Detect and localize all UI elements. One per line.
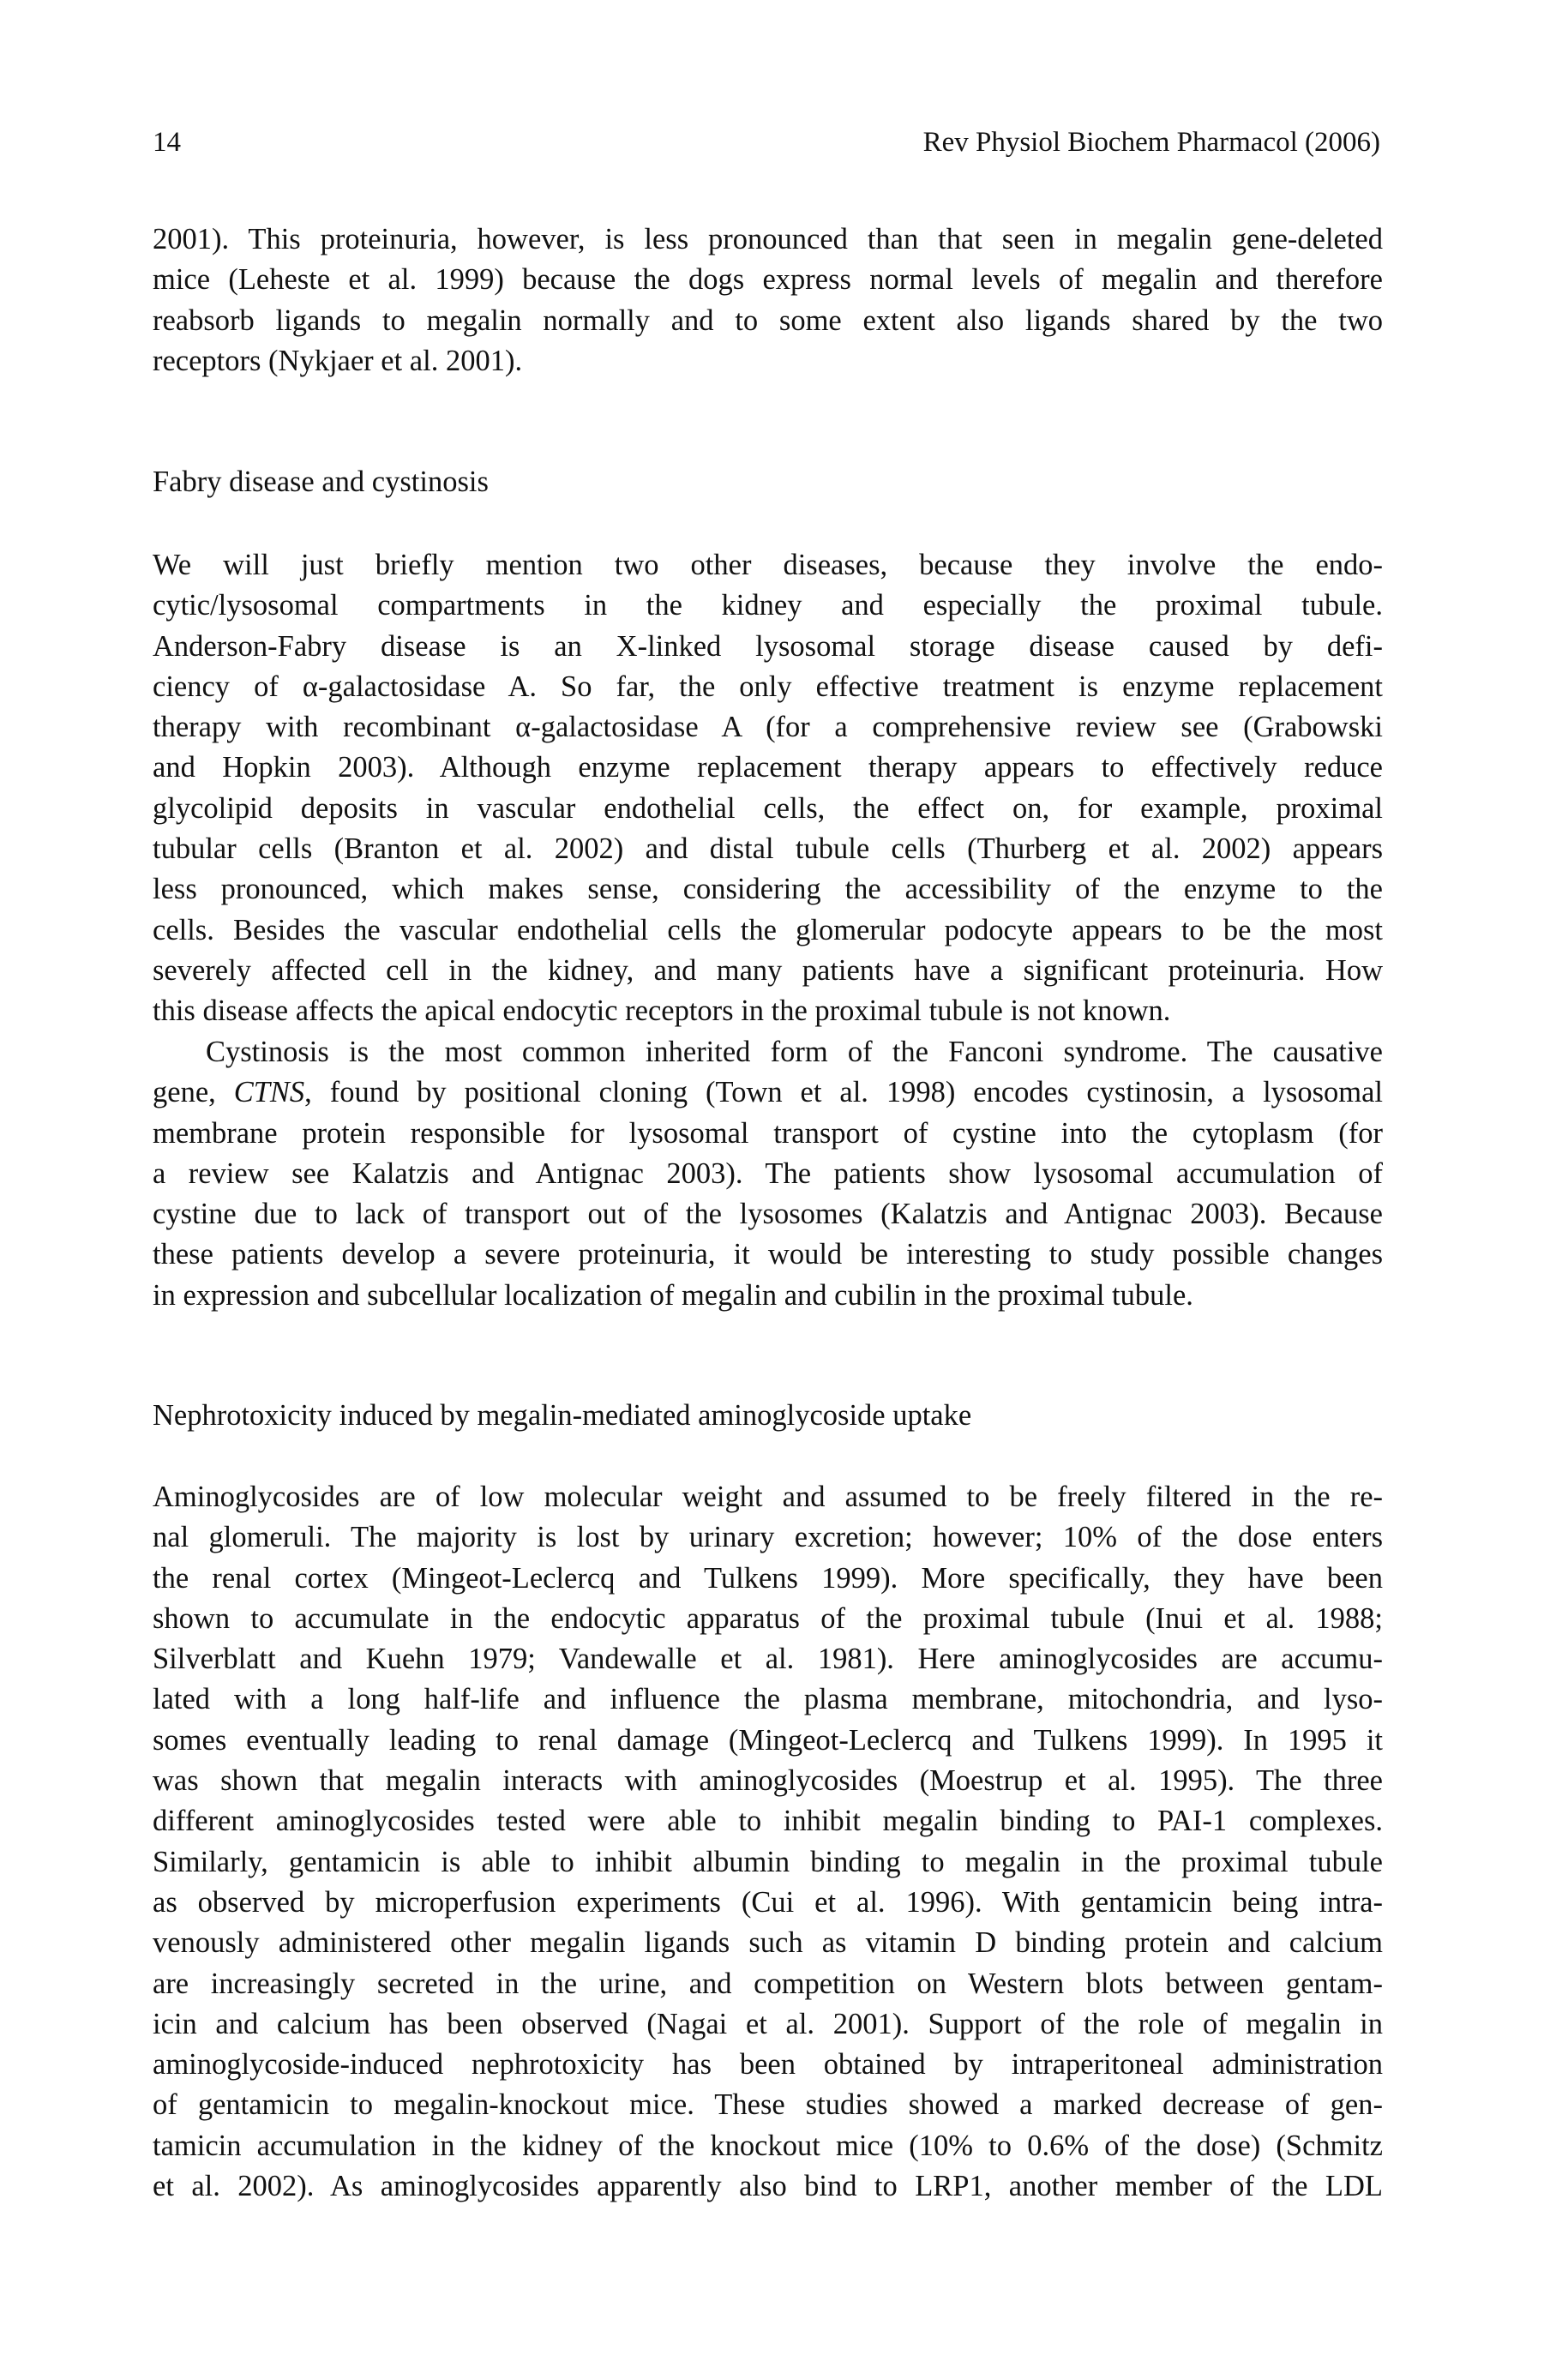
running-header bbox=[153, 125, 1380, 159]
text-line: tubular cells (Branton et al. 2002) and distal tubule cells (Thurberg et al. 2002) appears bbox=[153, 832, 1383, 866]
text-line: membrane protein responsible for lysosomal transport of cystine into the cytoplasm (for bbox=[153, 1116, 1383, 1150]
text-line: severely affected cell in the kidney, and many patients have a significant proteinuria. How bbox=[153, 953, 1383, 987]
text-line: Cystinosis is the most common inherited form of the Fanconi syndrome. The causative bbox=[206, 1036, 1383, 1068]
text-line: Anderson-Fabry disease is an X-linked lysosomal storage disease caused by defi- bbox=[153, 629, 1383, 663]
paragraph-aminoglycosides bbox=[153, 1477, 1383, 2207]
text-line: somes eventually leading to renal damage (Mingeot-Leclercq and Tulkens 1999). In 1995 it bbox=[153, 1723, 1383, 1757]
text-line: these patients develop a severe proteinuria, it would be interesting to study possible changes bbox=[153, 1238, 1383, 1271]
text-line: less pronounced, which makes sense, considering the accessibility of the enzyme to the bbox=[153, 873, 1383, 906]
text-line: was shown that megalin interacts with aminoglycosides (Moestrup et al. 1995). The three bbox=[153, 1764, 1383, 1798]
text-line: are increasingly secreted in the urine, and competition on Western blots between gentam- bbox=[153, 1967, 1383, 2000]
text-line: the renal cortex (Mingeot-Leclercq and Tulkens 1999). More specifically, they have been bbox=[153, 1561, 1383, 1595]
text-line: Aminoglycosides are of low molecular weight and assumed to be freely filtered in the re- bbox=[153, 1481, 1383, 1513]
text-line: and Hopkin 2003). Although enzyme replacement therapy appears to effectively reduce bbox=[153, 751, 1383, 784]
text-line: receptors (Nykjaer et al. 2001). bbox=[153, 344, 523, 377]
text-line: in expression and subcellular localization of megalin and cubilin in the proximal tubule. bbox=[153, 1278, 1193, 1312]
section-heading-fabry-cystinosis: Fabry disease and cystinosis bbox=[153, 466, 489, 498]
section-heading-nephrotoxicity: Nephrotoxicity induced by megalin-mediated aminoglycoside uptake bbox=[153, 1399, 972, 1432]
text-line: cells. Besides the vascular endothelial cells the glomerular podocyte appears to be the most bbox=[153, 913, 1383, 946]
text-line: cystine due to lack of transport out of the lysosomes (Kalatzis and Antignac 2003). Because bbox=[153, 1198, 1383, 1231]
text-line: icin and calcium has been observed (Nagai et al. 2001). Support of the role of megalin in bbox=[153, 2007, 1383, 2040]
text-line: gene, CTNS, found by positional cloning (Town et al. 1998) encodes cystinosin, a lysosomal bbox=[153, 1076, 1383, 1109]
text-line: Silverblatt and Kuehn 1979; Vandewalle et al. 1981). Here aminoglycosides are accumu- bbox=[153, 1643, 1383, 1676]
text-line: venously administered other megalin ligands such as vitamin D binding protein and calcium bbox=[153, 1926, 1383, 1960]
paragraph-cystinosis bbox=[153, 1032, 1383, 1316]
text-line: et al. 2002). As aminoglycosides apparently also bind to LRP1, another member of the LDL bbox=[153, 2170, 1383, 2203]
italic-term: CTNS bbox=[233, 1076, 305, 1109]
text-line: a review see Kalatzis and Antignac 2003). The patients show lysosomal accumulation of bbox=[153, 1156, 1383, 1190]
text-line: We will just briefly mention two other diseases, because they involve the endo- bbox=[153, 549, 1383, 581]
text-line: mice (Leheste et al. 1999) because the dogs express normal levels of megalin and therefore bbox=[153, 263, 1383, 297]
journal-title: Rev Physiol Biochem Pharmacol (2006) bbox=[922, 127, 1380, 158]
text-line: as observed by microperfusion experiments (Cui et al. 1996). With gentamicin being intra- bbox=[153, 1885, 1383, 1919]
text-line: different aminoglycosides tested were able to inhibit megalin binding to PAI-1 complexes. bbox=[153, 1805, 1383, 1838]
text-line: reabsorb ligands to megalin normally and to some extent also ligands shared by the two bbox=[153, 303, 1383, 337]
text-line: nal glomeruli. The majority is lost by urinary excretion; however; 10% of the dose enters bbox=[153, 1521, 1383, 1554]
page-number: 14 bbox=[153, 127, 181, 158]
text-line: 2001). This proteinuria, however, is less pronounced than that seen in megalin gene-deleted bbox=[153, 223, 1383, 255]
paragraph-intro-continuation bbox=[153, 219, 1383, 381]
text-line: glycolipid deposits in vascular endothelial cells, the effect on, for example, proximal bbox=[153, 791, 1383, 825]
text-line: Similarly, gentamicin is able to inhibit albumin binding to megalin in the proximal tubule bbox=[153, 1845, 1383, 1878]
text-line: tamicin accumulation in the kidney of the knockout mice (10% to 0.6% of the dose) (Schmitz bbox=[153, 2129, 1383, 2162]
text-line: shown to accumulate in the endocytic apparatus of the proximal tubule (Inui et al. 1988; bbox=[153, 1601, 1383, 1635]
text-line: therapy with recombinant α-galactosidase A (for a comprehensive review see (Grabowski bbox=[153, 711, 1383, 744]
text-line: ciency of α-galactosidase A. So far, the only effective treatment is enzyme replacement bbox=[153, 670, 1383, 703]
paragraph-fabry bbox=[153, 545, 1383, 1032]
text-line: this disease affects the apical endocytic receptors in the proximal tubule is not known. bbox=[153, 994, 1171, 1028]
text-line: aminoglycoside-induced nephrotoxicity has been obtained by intraperitoneal administration bbox=[153, 2048, 1383, 2082]
text-line: of gentamicin to megalin-knockout mice. These studies showed a marked decrease of gen- bbox=[153, 2088, 1383, 2122]
text-line: cytic/lysosomal compartments in the kidney and especially the proximal tubule. bbox=[153, 589, 1383, 622]
text-line: lated with a long half-life and influence the plasma membrane, mitochondria, and lyso- bbox=[153, 1683, 1383, 1716]
